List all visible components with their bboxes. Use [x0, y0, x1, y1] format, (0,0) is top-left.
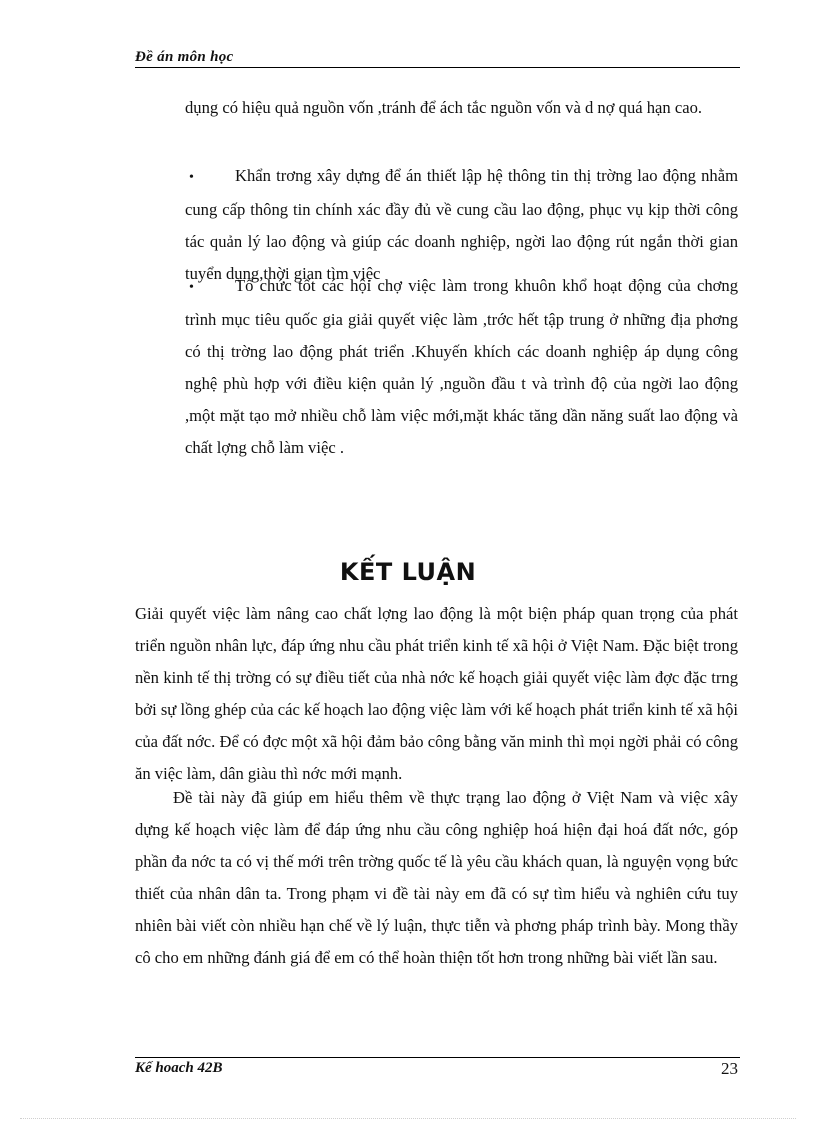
page-number: 23: [721, 1059, 738, 1078]
continuation-text: dụng có hiệu quả nguồn vốn ,tránh để ách tắc nguồn vốn và d nợ quá hạn cao.: [185, 98, 703, 117]
conclusion-paragraph-2: Đề tài này đã giúp em hiểu thêm về thực trạng lao động ở Việt Nam và việc xây dựng kế hoạch việc làm để đáp ứng nhu cầu công nghiệp hoá hiện đại hoá đất nớc, góp phần đa nớc ta có vị thế mới trên trờng quốc tế là yêu cầu khách quan, là nguyện vọng bức thiết của nhân dân ta. Trong phạm vi đề tài này em đã có sự tìm hiểu và nghiên cứu tuy nhiên bài viết còn nhiều hạn chế về lý luận, thực tiễn và phơng pháp trình bày. Mong thầy cô cho em những đánh giá để em có thể hoàn thiện tốt hơn trong những bài viết lần sau.: [135, 788, 738, 967]
page-header: [135, 49, 740, 68]
bullet-icon: •: [189, 280, 194, 295]
bullet-icon: •: [189, 170, 194, 185]
conclusion-heading: KẾT LUẬN: [339, 558, 477, 586]
conclusion-paragraph-1: Giải quyết việc làm nâng cao chất lợng lao động là một biện pháp quan trọng của phát triển nguồn nhân lực, đáp ứng nhu cầu phát triển kinh tế xã hội ở Việt Nam. Đặc biệt trong nền kinh tế thị trờng có sự điều tiết của nhà nớc kế hoạch giải quyết việc làm đợc đặc trng bởi sự lồng ghép của các kế hoạch lao động việc làm với kế hoạch phát triển kinh tế xã hội của đất nớc. Để có đợc một xã hội đảm bảo công bằng văn minh thì mọi ngời phải có công ăn việc làm, dân giàu thì nớc mới mạnh.: [135, 604, 738, 783]
footer-title: Kế hoach 42B: [135, 1060, 223, 1076]
bullet-text: Khẩn trơng xây dựng để án thiết lập hệ thông tin thị trờng lao động nhằm cung cấp thông tin chính xác đầy đủ về cung cầu lao động, phục vụ kịp thời công tác quản lý lao động và giúp các doanh nghiệp, ngời lao động rút ngắn thời gian tuyển dụng,thời gian tìm việc: [185, 166, 738, 283]
bullet-item-2: [185, 270, 738, 464]
bullet-text: Tổ chức tốt các hội chợ việc làm trong khuôn khổ hoạt động của chơng trình mục tiêu quốc gia giải quyết việc làm ,trớc hết tập trung ở những địa phơng có thị trờng lao động phát triển .Khuyến khích các doanh nghiệp áp dụng công nghệ phù hợp với điều kiện quản lý ,nguồn đầu t và trình độ của ngời lao động ,một mặt tạo mở nhiều chỗ làm việc mới,mặt khác tăng dần năng suất lao động và chất lợng chỗ làm việc .: [185, 276, 738, 457]
header-title: Đề án môn học: [135, 49, 234, 65]
page-edge-divider: [20, 1118, 796, 1119]
page-footer: [135, 1057, 740, 1078]
continuation-block: [185, 92, 738, 124]
